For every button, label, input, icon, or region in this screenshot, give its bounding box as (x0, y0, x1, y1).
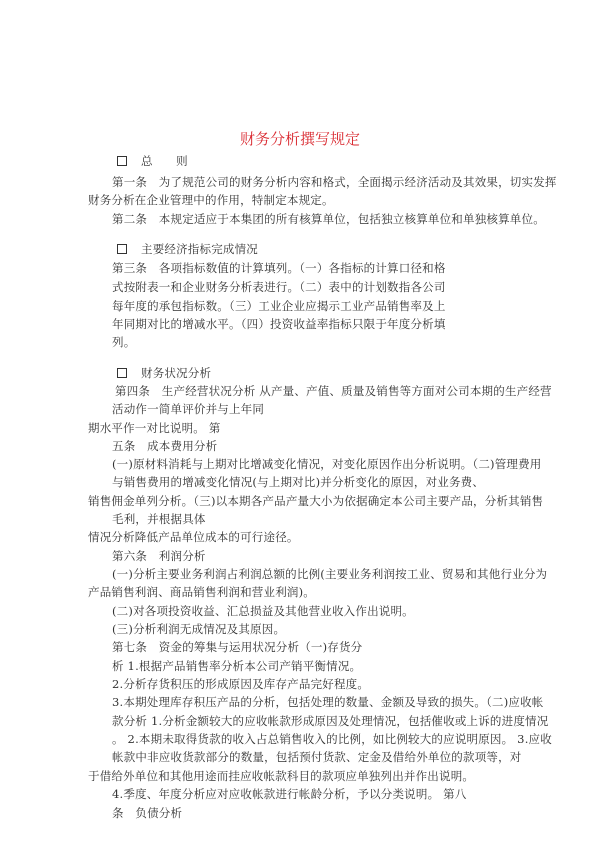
text-line (115, 384, 552, 398)
text-line (112, 604, 414, 618)
line-text: 条 负债分析 (112, 806, 183, 820)
text-line (112, 732, 552, 746)
text-line (88, 530, 299, 544)
line-text: 第六条 利润分析 (112, 549, 206, 563)
text-line (112, 695, 544, 709)
text-line (112, 714, 548, 728)
section-heading (117, 154, 188, 168)
text-line (112, 475, 484, 489)
text-line (112, 787, 467, 801)
line-text: 式按附表一和企业财务分析表进行。（二）表中的计划数指各公司 (112, 280, 446, 294)
line-text: 财务分析在企业管理中的作用，特制定本规定。 (88, 193, 334, 207)
line-text: 总 则 (141, 154, 188, 168)
line-text: 年同期对比的增减水平。（四）投资收益率指标只限于年度分析填 (112, 317, 446, 331)
line-text: 于借给外单位和其他用途而挂应收帐款科目的款项应单独列出并作出说明。 (88, 769, 475, 783)
document-title: 财务分析撰写规定 (239, 130, 360, 148)
text-line (112, 457, 542, 471)
line-text: 产品销售利润、商品销售利润和营业利润)。 (88, 585, 315, 599)
text-line (112, 640, 362, 654)
line-text: 列。 (112, 335, 136, 349)
text-line (112, 622, 285, 636)
text-line (112, 750, 522, 764)
line-text: 3.本期处理库存积压产品的分析，包括处理的数量、金额及导致的损失。（二)应收帐 (112, 695, 544, 709)
text-line (112, 567, 547, 581)
line-text: 析 1.根据产品销售率分析本公司产销平衡情况。 (112, 659, 362, 673)
text-line (112, 317, 446, 331)
line-text: 第三条 各项指标数值的计算填列。（一）各指标的计算口径和格 (112, 261, 446, 275)
line-text: 情况分析降低产品单位成本的可行途径。 (88, 530, 299, 544)
line-text: 期水平作一对比说明。 第 (88, 421, 221, 435)
line-text: 2.分析存货积压的形成原因及库存产品完好程度。 (112, 677, 370, 691)
checkbox-square-icon (117, 244, 127, 254)
line-text: 第四条 生产经营状况分析 从产量、产值、质量及销售等方面对公司本期的生产经营 (115, 384, 552, 398)
text-line (112, 512, 206, 526)
text-line (88, 193, 334, 207)
line-text: (一)原材料消耗与上期对比增减变化情况，对变化原因作出分析说明。（二)管理费用 (112, 457, 542, 471)
checkbox-square-icon (117, 368, 127, 378)
line-text: 款分析 1.分析金额较大的应收帐款形成原因及处理情况，包括催收或上诉的进度情况 (112, 714, 549, 728)
line-text: 财务状况分析 (141, 366, 212, 380)
text-line (112, 659, 361, 673)
text-line (88, 769, 474, 783)
line-text: 主要经济指标完成情况 (141, 242, 258, 256)
line-text: (一)分析主要业务利润占利润总额的比例(主要业务利润按工业、贸易和其他行业分为 (112, 567, 548, 581)
text-line (112, 335, 135, 349)
text-line (112, 261, 446, 275)
text-line (112, 299, 446, 313)
section-heading (117, 366, 211, 380)
text-line (112, 280, 446, 294)
text-line (112, 549, 206, 563)
text-line (112, 175, 557, 189)
line-text: 第七条 资金的筹集与运用状况分析（一)存货分 (112, 640, 363, 654)
line-text: 销售佣金单列分析。（三)以本期各产品产量大小为依据确定本公司主要产品，分析其销售 (88, 494, 544, 508)
text-line (112, 402, 264, 416)
line-text: 活动作一简单评价并与上年同 (112, 402, 265, 416)
text-line (112, 677, 369, 691)
line-text: 毛利，并根据具体 (112, 512, 206, 526)
checkbox-square-icon (117, 156, 127, 166)
text-line (112, 806, 182, 820)
section-heading (117, 242, 258, 256)
text-line (88, 421, 221, 435)
line-text: 每年度的承包指标数。（三）工业企业应揭示工业产品销售率及上 (112, 299, 446, 313)
line-text: (二)对各项投资收益、汇总损益及其他营业收入作出说明。 (112, 604, 414, 618)
text-line (112, 439, 217, 453)
line-text: 五条 成本费用分析 (112, 439, 218, 453)
line-text: 。 2.本期未取得货款的收入占总销售收入的比例，如比例较大的应说明原因。 3.应收 (112, 732, 552, 746)
line-text: 第二条 本规定适应于本集团的所有核算单位，包括独立核算单位和单独核算单位。 (112, 212, 545, 226)
line-text: 帐款中非应收货款部分的数量，包括预付货款、定金及借给外单位的款项等，对 (112, 750, 522, 764)
line-text: (三)分析利润无成情况及其原因。 (112, 622, 286, 636)
text-line (88, 585, 315, 599)
text-line (88, 494, 543, 508)
line-text: 第一条 为了规范公司的财务分析内容和格式，全面揭示经济活动及其效果，切实发挥 (112, 175, 557, 189)
line-text: 4.季度、年度分析应对应收帐款进行帐龄分析，予以分类说明。 第八 (112, 787, 467, 801)
text-line (112, 212, 545, 226)
line-text: 与销售费用的增减变化情况(与上期对比)并分析变化的原因，对业务费、 (112, 475, 485, 489)
